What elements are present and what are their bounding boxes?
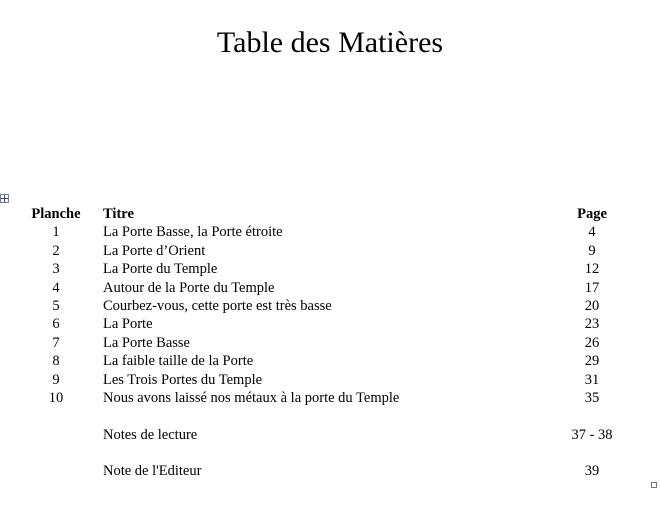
page-number: 35 — [584, 389, 600, 406]
page-number: 4 — [588, 224, 596, 241]
toc-row — [0, 297, 660, 315]
page-number: 23 — [584, 316, 600, 333]
document-title: Table des Matières — [216, 26, 444, 59]
chapter-title: Nous avons laissé nos métaux à la porte du Temple — [103, 389, 400, 406]
chapter-title: Les Trois Portes du Temple — [103, 371, 263, 388]
toc-row — [0, 223, 660, 241]
planche-number: 7 — [52, 334, 60, 351]
move-arrows-icon — [1, 195, 8, 202]
toc-row — [0, 371, 660, 389]
table-resize-handle-icon[interactable] — [651, 482, 657, 488]
chapter-title: La Porte du Temple — [103, 261, 218, 278]
toc-row — [0, 279, 660, 297]
page-header: Page — [577, 206, 607, 222]
toc-row — [0, 334, 660, 352]
planche-number: 3 — [52, 261, 60, 278]
chapter-title: La Porte Basse, la Porte étroite — [103, 224, 283, 241]
notes-de-lecture-title: Notes de lecture — [103, 426, 198, 443]
planche-header: Planche — [31, 206, 81, 222]
toc-row — [0, 352, 660, 370]
toc-header-row — [0, 205, 660, 223]
chapter-title: Courbez-vous, cette porte est très basse — [103, 297, 332, 314]
planche-number: 5 — [52, 297, 60, 314]
page-number: 39 — [584, 463, 600, 480]
page-number: 9 — [588, 242, 596, 259]
toc-row — [0, 242, 660, 260]
toc-extra-row — [0, 462, 660, 480]
page-number: 20 — [584, 297, 600, 314]
planche-number: 4 — [52, 279, 60, 296]
page-number: 31 — [584, 371, 600, 388]
toc-row — [0, 260, 660, 278]
page-number: 37 - 38 — [571, 426, 613, 443]
planche-number: 8 — [52, 353, 60, 370]
planche-number: 6 — [52, 316, 60, 333]
note-editeur-title: Note de l'Editeur — [103, 463, 202, 480]
planche-number: 10 — [48, 389, 64, 406]
toc-row — [0, 315, 660, 333]
chapter-title: La Porte — [103, 316, 153, 333]
planche-number: 1 — [52, 224, 60, 241]
toc-extra-row — [0, 426, 660, 444]
planche-number: 2 — [52, 242, 60, 259]
chapter-title: Autour de la Porte du Temple — [103, 279, 275, 296]
page-number: 12 — [584, 261, 600, 278]
chapter-title: La Porte d’Orient — [103, 242, 206, 259]
table-move-handle-icon[interactable] — [0, 194, 9, 203]
planche-number: 9 — [52, 371, 60, 388]
chapter-title: La faible taille de la Porte — [103, 353, 254, 370]
page-number: 17 — [584, 279, 600, 296]
toc-row — [0, 389, 660, 407]
page-number: 26 — [584, 334, 600, 351]
page-number: 29 — [584, 353, 600, 370]
chapter-title: La Porte Basse — [103, 334, 190, 351]
table-of-contents — [0, 205, 660, 481]
titre-header: Titre — [103, 206, 134, 222]
